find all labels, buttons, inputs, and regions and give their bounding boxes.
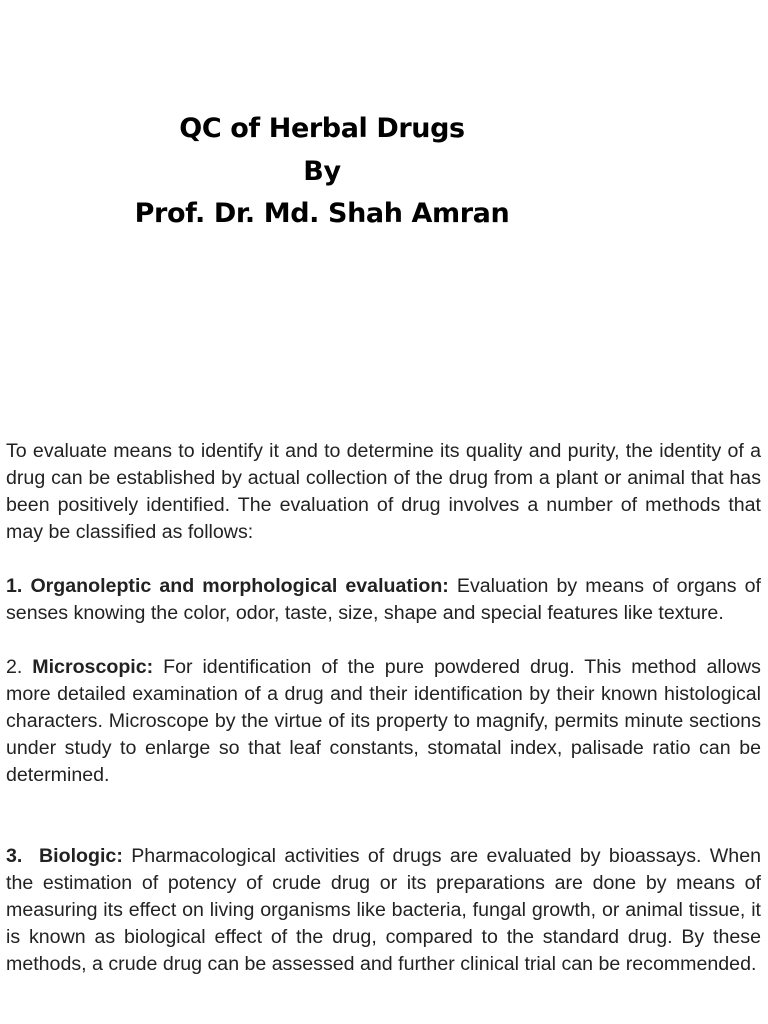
- paragraph-spacer: [6, 627, 761, 654]
- section-organoleptic: [6, 573, 761, 627]
- title-line-author: Prof. Dr. Md. Shah Amran: [134, 198, 510, 229]
- title-line-by: By: [303, 155, 341, 187]
- title-line-topic: QC of Herbal Drugs: [179, 113, 465, 144]
- paragraph-spacer: [6, 789, 761, 843]
- intro-paragraph: To evaluate means to identify it and to determine its quality and purity, the identity of a drug can be established by actual collection of the drug from a plant or animal that has been positively identified. The evaluation of drug involves a number of methods that may be classified as follows:: [6, 440, 761, 543]
- section-organoleptic-heading: Organoleptic and morphological evaluation:: [30, 575, 449, 597]
- document-title: [0, 108, 644, 236]
- section-microscopic-text: For identification of the pure powdered drug. This method allows more detailed examination of a drug and their identification by their known histological characters. Microscope by the virtue of its property to magnify, permits minute sections under study to enlarge so that leaf constants, stomatal index, palisade ratio can be determined.: [6, 656, 761, 786]
- paragraph-spacer: [6, 546, 761, 573]
- section-biologic: [6, 843, 761, 978]
- section-microscopic-heading: Microscopic:: [32, 656, 154, 678]
- section-microscopic: [6, 654, 761, 789]
- section-biologic-text: Pharmacological activities of drugs are evaluated by bioassays. When the estimation of potency of crude drug or its preparations are done by means of measuring its effect on living organisms like bacteria, fungal growth, or animal tissue, it is known as biological effect of the drug, compared to the standard drug. By these methods, a crude drug can be assessed and further clinical trial can be recommended.: [6, 845, 761, 975]
- section-biologic-heading: Biologic:: [39, 845, 123, 867]
- section-organoleptic-text: Evaluation by means of organs of senses knowing the color, odor, taste, size, shape and special features like texture.: [6, 575, 761, 624]
- document-body: [6, 438, 761, 978]
- section-biologic-number: 3.: [6, 845, 23, 867]
- section-microscopic-number: 2.: [6, 656, 23, 678]
- section-organoleptic-number: 1.: [6, 575, 23, 597]
